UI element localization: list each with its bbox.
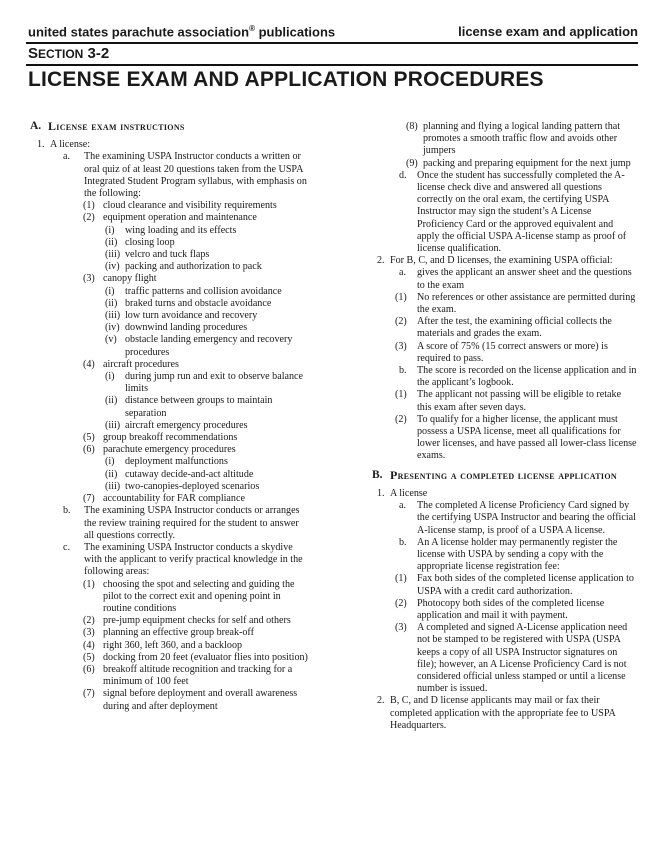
list-marker: (1) [395, 573, 407, 585]
list-marker: (9) [406, 157, 418, 169]
list-marker: (iii) [105, 480, 121, 492]
left-column [30, 120, 310, 713]
list-text: planning an effective group break-off [103, 627, 254, 639]
list-item [372, 414, 638, 463]
publication-name: united states parachute association [28, 24, 250, 40]
list-item [30, 469, 310, 481]
heading-a [30, 120, 310, 133]
list-marker: (v) [105, 334, 117, 346]
list-text: docking from 20 feet (evaluator flies into position) [103, 651, 308, 663]
list-item [30, 640, 310, 652]
chapter-header: license exam and application [458, 24, 638, 39]
list-text: A license [390, 487, 428, 499]
heading-b [372, 469, 638, 482]
list-marker: (i) [105, 371, 115, 383]
list-text: aircraft emergency procedures [125, 419, 248, 431]
list-marker: a. [399, 267, 407, 279]
list-text: braked turns and obstacle avoidance [125, 297, 272, 309]
list-marker: 1. [377, 487, 385, 499]
right-list-b [372, 488, 638, 732]
list-marker: (i) [105, 456, 115, 468]
right-list [372, 121, 638, 463]
list-text: traffic patterns and collision avoidance [125, 285, 282, 297]
list-item [372, 158, 638, 170]
list-text: B, C, and D license applicants may mail or fax their completed application with the appropriate fee to USPA Headquarters. [390, 695, 616, 731]
list-marker: b. [399, 365, 407, 377]
list-item [30, 456, 310, 468]
list-text: equipment operation and maintenance [103, 212, 257, 224]
list-text: No references or other assistance are permitted during the exam. [417, 291, 636, 316]
list-item [372, 267, 638, 291]
section-rule [26, 64, 638, 66]
list-marker: (7) [83, 688, 95, 700]
list-item [30, 420, 310, 432]
list-item [30, 200, 310, 212]
list-text: distance between groups to maintain separation [125, 395, 273, 419]
list-item [30, 151, 310, 200]
section-cap: S [28, 45, 39, 62]
list-marker: (2) [83, 615, 95, 627]
list-marker: (4) [83, 639, 95, 651]
list-text: The examining USPA Instructor conducts a written or oral quiz of at least 20 questions taken from the USPA Integrated Student Program syllabus, with emphasis on the following: [84, 151, 307, 200]
list-marker: (2) [395, 413, 407, 425]
list-item [30, 615, 310, 627]
list-text: A license: [50, 139, 91, 151]
list-item [372, 488, 638, 500]
list-item [372, 622, 638, 695]
list-item [30, 579, 310, 616]
list-marker: (i) [105, 285, 115, 297]
list-text: wing loading and its effects [125, 224, 237, 236]
list-item [372, 170, 638, 255]
section-number: 3-2 [83, 45, 110, 62]
list-item [372, 365, 638, 389]
list-marker: (2) [395, 316, 407, 328]
list-item [372, 341, 638, 365]
list-marker: (5) [83, 651, 95, 663]
list-text: The examining USPA Instructor conducts a skydive with the applicant to verify practical knowledge in the following areas: [84, 541, 303, 578]
list-marker: a. [399, 500, 407, 512]
list-item [30, 310, 310, 322]
list-marker: (3) [83, 627, 95, 639]
list-marker: b. [63, 505, 71, 517]
list-text: A completed and signed A-License application need not be stamped to be registered with USPA (USPA keeps a copy of all USPA Instructor signatures on file); however, an A License Proficiency Card is not considered official unless stamped or until a license number is issued. [417, 622, 628, 695]
right-column [372, 121, 638, 732]
list-text: during jump run and exit to observe balance limits [125, 371, 303, 395]
list-marker: (i) [105, 224, 115, 236]
list-item [30, 273, 310, 285]
list-text: An A license holder may permanently register the license with USPA by sending a copy with the appropriate license registration fee: [417, 536, 618, 573]
list-text: deployment malfunctions [125, 456, 228, 468]
list-marker: b. [399, 536, 407, 548]
list-item [372, 537, 638, 574]
list-item [372, 389, 638, 413]
list-marker: (iii) [105, 419, 121, 431]
list-marker: (3) [395, 340, 407, 352]
list-item [30, 225, 310, 237]
list-marker: 2. [377, 255, 385, 267]
heading-b-title: Presenting a completed license application [390, 467, 617, 482]
list-text: parachute emergency procedures [103, 444, 236, 456]
list-item [30, 652, 310, 664]
list-text: velcro and tuck flaps [125, 249, 210, 261]
list-marker: (7) [83, 493, 95, 505]
list-text: The applicant not passing will be eligible to retake this exam after seven days. [417, 389, 622, 413]
list-marker: (ii) [105, 297, 118, 309]
list-text: The score is recorded on the license application and in the applicant’s logbook. [417, 365, 637, 389]
list-text: right 360, left 360, and a backloop [103, 639, 243, 651]
list-item [372, 500, 638, 537]
list-text: packing and preparing equipment for the next jump [423, 157, 631, 169]
list-marker: d. [399, 169, 407, 181]
list-marker: (1) [395, 291, 407, 303]
list-marker: (iii) [105, 249, 121, 261]
list-item [30, 249, 310, 261]
list-text: gives the applicant an answer sheet and the questions to the exam [417, 267, 632, 291]
list-item [372, 695, 638, 732]
list-text: aircraft procedures [103, 358, 179, 370]
list-item [30, 286, 310, 298]
list-item [372, 255, 638, 267]
list-item [30, 688, 310, 712]
list-item [372, 598, 638, 622]
list-marker: (1) [83, 578, 95, 590]
list-text: Photocopy both sides of the completed license application and mail it with payment. [417, 597, 605, 621]
list-text: breakoff altitude recognition and tracking for a minimum of 100 feet [103, 663, 293, 688]
list-text: obstacle landing emergency and recovery procedures [125, 334, 293, 358]
list-marker: (6) [83, 444, 95, 456]
list-marker: a. [63, 151, 71, 163]
list-item [30, 212, 310, 224]
section-word: ECTION [38, 47, 84, 61]
list-item [30, 298, 310, 310]
list-text: packing and authorization to pack [125, 261, 262, 273]
list-marker: (8) [406, 121, 418, 132]
list-text: Fax both sides of the completed license application to USPA with a credit card authorization. [417, 573, 634, 597]
list-text: cutaway decide-and-act altitude [125, 468, 254, 480]
list-text: low turn avoidance and recovery [125, 310, 258, 322]
list-item [30, 371, 310, 395]
list-item [30, 359, 310, 371]
list-item [30, 139, 310, 151]
list-item [30, 481, 310, 493]
list-item [30, 322, 310, 334]
list-text: Once the student has successfully completed the A-license check dive and answered all questions correctly on the oral exam, the certifying USPA Instructor may sign the student’s A License Proficiency Card or the approved equivalent and apply the official USPA A-license stamp as proof of license qualification. [417, 169, 627, 255]
list-marker: (ii) [105, 468, 118, 480]
list-item [30, 542, 310, 579]
list-text: After the test, the examining official collects the materials and grades the exam. [417, 316, 612, 340]
list-marker: (2) [395, 597, 407, 609]
heading-a-marker: A. [30, 120, 42, 132]
list-marker: (iii) [105, 310, 121, 322]
list-text: cloud clearance and visibility requirements [103, 200, 277, 212]
list-text: pre-jump equipment checks for self and others [103, 615, 291, 627]
list-item [30, 505, 310, 542]
registered-mark: ® [249, 24, 255, 33]
heading-a-title: License exam instructions [48, 119, 185, 133]
list-marker: c. [63, 541, 71, 553]
list-text: For B, C, and D licenses, the examining USPA official: [390, 255, 613, 267]
heading-b-marker: B. [372, 468, 383, 481]
list-marker: (1) [395, 389, 407, 401]
publication-suffix: publications [254, 24, 336, 40]
list-text: planning and flying a logical landing pattern that promotes a smooth traffic flow and avoids other jumpers [423, 121, 621, 157]
page-title: LICENSE EXAM AND APPLICATION PROCEDURES [28, 68, 544, 91]
list-text: To qualify for a higher license, the applicant must possess a USPA license, meet all qualifications for lower licenses, and have passed all lower-class license exams. [417, 413, 637, 462]
list-item [30, 334, 310, 358]
list-item [30, 627, 310, 639]
list-marker: (iv) [105, 261, 120, 273]
list-marker: (6) [83, 663, 95, 675]
list-item [30, 664, 310, 688]
list-item [30, 444, 310, 456]
left-list [30, 139, 310, 713]
list-marker: (5) [83, 432, 95, 444]
list-item [30, 261, 310, 273]
list-text: two-canopies-deployed scenarios [125, 480, 260, 492]
list-marker: (1) [83, 200, 95, 212]
list-item [372, 292, 638, 316]
list-item [30, 493, 310, 505]
list-marker: 1. [37, 139, 45, 151]
section-label [28, 45, 109, 62]
list-text: group breakoff recommendations [103, 432, 238, 444]
list-marker: (iv) [105, 322, 120, 334]
list-item [372, 573, 638, 597]
publication-header [28, 24, 335, 39]
list-marker: (ii) [105, 395, 118, 407]
list-item [372, 316, 638, 340]
list-item [30, 432, 310, 444]
header-rule [26, 42, 638, 44]
list-item [30, 237, 310, 249]
list-text: choosing the spot and selecting and guiding the pilot to the correct exit and opening point in routine conditions [103, 578, 295, 614]
list-text: closing loop [125, 236, 175, 248]
list-text: The completed A license Proficiency Card signed by the certifying USPA Instructor and bearing the official A-license stamp, is proof of a USPA A license. [417, 500, 636, 536]
list-marker: (3) [83, 273, 95, 285]
list-marker: 2. [377, 695, 385, 707]
list-item [30, 395, 310, 419]
list-marker: (2) [83, 212, 95, 224]
list-marker: (3) [395, 622, 407, 634]
list-marker: (ii) [105, 236, 118, 248]
list-text: accountability for FAR compliance [103, 493, 245, 505]
list-text: signal before deployment and overall awareness during and after deployment [103, 688, 298, 712]
list-text: A score of 75% (15 correct answers or more) is required to pass. [417, 340, 608, 364]
list-item [372, 121, 638, 158]
list-text: downwind landing procedures [125, 322, 248, 334]
list-text: The examining USPA Instructor conducts or arranges the review training required for the student to answer all questions correctly. [84, 505, 300, 541]
list-marker: (4) [83, 358, 95, 370]
list-text: canopy flight [103, 273, 157, 285]
